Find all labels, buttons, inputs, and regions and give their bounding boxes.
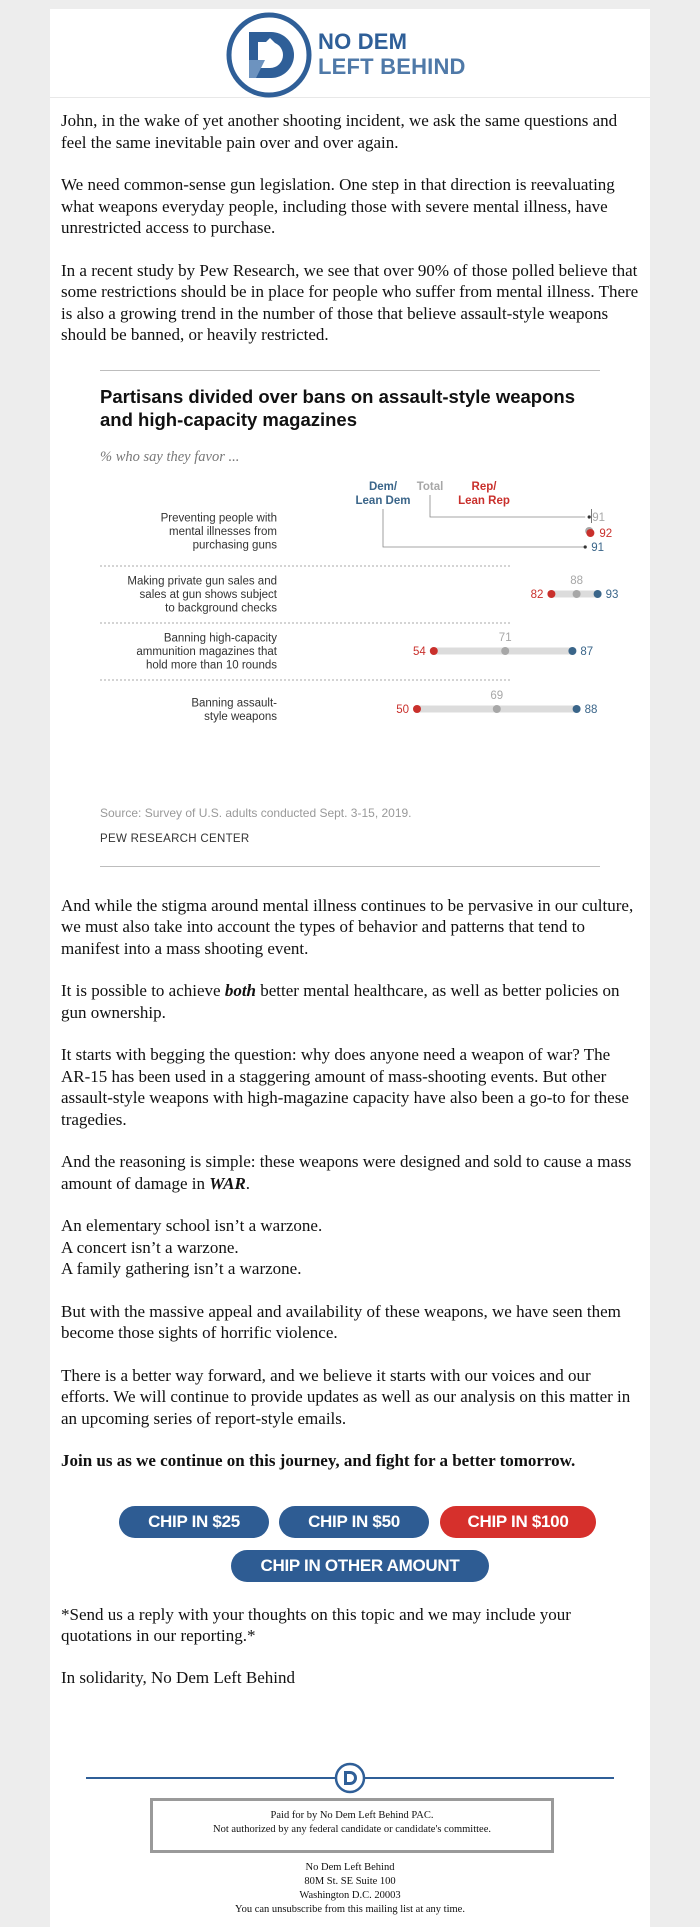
rep-label-2: 82 bbox=[530, 588, 544, 601]
donate-row-2 bbox=[61, 1550, 639, 1582]
legend-dem-line1: Dem/ bbox=[368, 480, 398, 493]
legend-dem-leader bbox=[383, 509, 585, 547]
row-2-label-line-2: sales at gun shows subject bbox=[139, 588, 277, 601]
chart-title: Partisans divided over bans on assault-style weapons and high-capacity magazines bbox=[100, 385, 575, 430]
intro-paragraph-2: We need common-sense gun legislation. One step in that direction is reevaluating what weapons everyday people, including those with severe mental illness, have unrestricted access to purchase. bbox=[61, 175, 615, 237]
dem-label-3: 87 bbox=[580, 645, 594, 658]
footer-address bbox=[50, 1861, 650, 1917]
dem-dot-2 bbox=[594, 590, 602, 598]
chart-svg bbox=[100, 471, 619, 801]
rep-label-3: 54 bbox=[413, 645, 426, 658]
warzone-line-1: An elementary school isn’t a warzone. bbox=[61, 1216, 323, 1235]
rep-dot-4 bbox=[413, 705, 421, 713]
chip-in-100-button[interactable]: CHIP IN $100 bbox=[440, 1506, 596, 1538]
message-content bbox=[50, 110, 650, 1688]
dem-label-2: 93 bbox=[605, 588, 619, 601]
row-2-label-line-1: Making private gun sales and bbox=[127, 575, 277, 587]
rep-dot-3 bbox=[430, 647, 438, 655]
dem-dot-3 bbox=[568, 647, 576, 655]
total-dot-3 bbox=[501, 647, 509, 655]
row-4-label-line-2: style weapons bbox=[204, 710, 277, 723]
total-label-4: 69 bbox=[490, 689, 504, 702]
row-2-label-line-3: to background checks bbox=[165, 602, 277, 614]
p2-end: better mental healthcare, as well as better policies on gun ownership. bbox=[61, 981, 620, 1022]
paid-for-text: Paid for by No Dem Left Behind PAC. bbox=[270, 1810, 434, 1821]
dem-dot-1 bbox=[584, 545, 587, 548]
total-dot-4 bbox=[493, 705, 501, 713]
call-to-action: Join us as we continue on this journey, and fight for a better tomorrow. bbox=[61, 1451, 576, 1470]
legend-rep-line1: Rep/ bbox=[471, 480, 497, 493]
row-3-label-line-1: Banning high-capacity bbox=[163, 632, 277, 644]
pew-chart bbox=[100, 370, 619, 867]
p2-emphasis: both bbox=[224, 981, 257, 1000]
email-body bbox=[50, 9, 650, 1927]
warzone-line-2: A concert isn’t a warzone. bbox=[61, 1237, 239, 1257]
total-label-2: 88 bbox=[570, 574, 583, 587]
chart-subtitle: % who say they favor ... bbox=[100, 448, 240, 465]
row-3-label-line-3: hold more than 10 rounds bbox=[145, 659, 277, 671]
logo-line2: LEFT BEHIND bbox=[318, 54, 466, 79]
intro-paragraph-3: In a recent study by Pew Research, we see that over 90% of those polled believe that some restrictions should be in place for people who suffer from mental illness. There is also a growing trend in the number of those that believe assault-style weapons should be banned, or heavily restricted. bbox=[61, 260, 639, 344]
rep-dot-1 bbox=[586, 529, 594, 537]
chart-source: Source: Survey of U.S. adults conducted Sept. 3-15, 2019. bbox=[100, 805, 412, 820]
body-paragraph-5: But with the massive appeal and availability of these weapons, we have seen them become those sights of horrific violence. bbox=[61, 1301, 621, 1342]
rep-label-4: 50 bbox=[396, 703, 409, 716]
city-state-zip: Washington D.C. 20003 bbox=[299, 1890, 401, 1901]
rep-dot-2 bbox=[547, 590, 555, 598]
body-paragraph-6: There is a better way forward, and we believe it starts with our voices and our efforts. We will continue to provide updates as well as our analysis on this matter in an upcoming series of report-style emails. bbox=[61, 1365, 631, 1428]
p4-start: And the reasoning is simple: these weapons were designed and sold to cause a mass amount of damage in bbox=[61, 1152, 632, 1193]
body-paragraph-3: It starts with begging the question: why does anyone need a weapon of war? The AR-15 has been used in a staggering amount of mass-shooting events. But other assault-style weapons with high-magazine capacity have also been a go-to for these tragedies. bbox=[61, 1045, 629, 1129]
street-address: 80M St. SE Suite 100 bbox=[304, 1876, 396, 1887]
header bbox=[50, 9, 650, 98]
body-paragraph-2 bbox=[61, 980, 639, 1023]
not-authorized-text: Not authorized by any federal candidate or candidate's committee. bbox=[213, 1824, 491, 1835]
logo-icon bbox=[226, 12, 312, 98]
row-1-label-line-3: purchasing guns bbox=[192, 539, 277, 551]
row-4-label-line-1: Banning assault- bbox=[191, 696, 277, 709]
intro-paragraph-1: John, in the wake of yet another shooting incident, we ask the same questions and feel the same inevitable pain over and over again. bbox=[61, 111, 618, 152]
logo-wordmark bbox=[318, 29, 466, 79]
logo-line1: NO DEM bbox=[318, 29, 408, 54]
total-dot-1-leader bbox=[588, 515, 591, 518]
total-label-3: 71 bbox=[498, 631, 512, 644]
unsubscribe-text[interactable]: You can unsubscribe from this mailing list at any time. bbox=[235, 1904, 465, 1915]
signoff: In solidarity, No Dem Left Behind bbox=[61, 1667, 296, 1687]
reply-note: *Send us a reply with your thoughts on this topic and we may include your quotations in our reporting.* bbox=[61, 1604, 571, 1645]
chip-in-25-button[interactable]: CHIP IN $25 bbox=[119, 1506, 269, 1538]
row-1-label-line-2: mental illnesses from bbox=[168, 525, 277, 538]
total-dot-2 bbox=[573, 590, 581, 598]
legend-rep-line2: Lean Rep bbox=[458, 494, 510, 507]
legend-dem-line2: Lean Dem bbox=[355, 494, 411, 507]
p4-end: . bbox=[245, 1173, 251, 1193]
org-name: No Dem Left Behind bbox=[305, 1862, 395, 1873]
disclaimer-box bbox=[150, 1798, 554, 1853]
body-paragraph-4 bbox=[61, 1151, 639, 1194]
rep-label-1: 92 bbox=[599, 527, 613, 540]
warzone-line-3: A family gathering isn’t a warzone. bbox=[61, 1259, 302, 1278]
donate-row-1 bbox=[61, 1506, 639, 1538]
chart-credit: PEW RESEARCH CENTER bbox=[100, 832, 250, 845]
p4-emphasis: WAR bbox=[209, 1173, 246, 1193]
total-label-1: 91 bbox=[592, 511, 605, 524]
legend-total: Total bbox=[416, 480, 444, 493]
dem-label-1: 91 bbox=[591, 541, 604, 554]
body-paragraph-1: And while the stigma around mental illness continues to be pervasive in our culture, we must also take into account the types of behavior and patterns that tend to manifest into a mass shooting event. bbox=[61, 895, 634, 958]
dem-label-4: 88 bbox=[584, 703, 598, 716]
footer-divider bbox=[86, 1761, 614, 1795]
chip-in-50-button[interactable]: CHIP IN $50 bbox=[279, 1506, 429, 1538]
row-3-label-line-2: ammunition magazines that bbox=[136, 645, 277, 658]
chip-in-other-button[interactable]: CHIP IN OTHER AMOUNT bbox=[231, 1550, 489, 1582]
p2-start: It is possible to achieve bbox=[61, 981, 225, 1000]
dem-dot-4 bbox=[573, 705, 581, 713]
row-1-label-line-1: Preventing people with bbox=[160, 512, 277, 524]
